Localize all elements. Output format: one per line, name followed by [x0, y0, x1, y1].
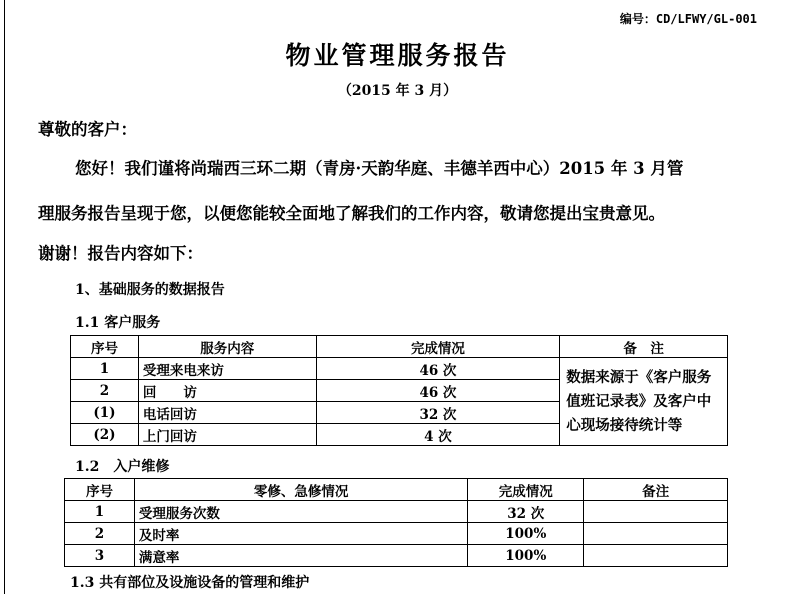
table-cell: 100% [468, 523, 584, 545]
repair-table [64, 478, 728, 567]
intro-line-1: 您好！我们谨将尚瑞西三环二期（青房·天韵华庭、丰德羊西中心）2015 年 3 月管 [75, 159, 684, 178]
table-cell: 1 [71, 358, 139, 380]
column-header: 备 注 [560, 336, 728, 358]
table-cell [584, 545, 728, 567]
table-cell: 受理服务次数 [134, 501, 467, 523]
document-number: 编号：CD/LFWY/GL-001 [619, 12, 757, 26]
column-header: 备注 [584, 479, 728, 501]
table-row [65, 545, 728, 567]
column-header: 序号 [71, 336, 139, 358]
table-cell: (2) [71, 424, 139, 446]
table-cell: 46 次 [316, 358, 560, 380]
column-header: 完成情况 [468, 479, 584, 501]
table-cell: 1 [65, 501, 135, 523]
table-cell: 32 次 [316, 402, 560, 424]
table-cell: 4 次 [316, 424, 560, 446]
table-cell: (1) [71, 402, 139, 424]
table-row [71, 358, 728, 380]
table-cell: 及时率 [134, 523, 467, 545]
table-cell: 2 [65, 523, 135, 545]
column-header: 零修、急修情况 [134, 479, 467, 501]
table-cell: 上门回访 [138, 424, 316, 446]
intro-line-2: 理服务报告呈现于您，以便您能较全面地了解我们的工作内容，敬请您提出宝贵意见。 [38, 204, 665, 223]
page-title: 物业管理服务报告 [285, 41, 510, 70]
section-1-1-title: 1.1 客户服务 [75, 315, 161, 331]
table-header-row [65, 479, 728, 501]
table-cell: 2 [71, 380, 139, 402]
table-cell: 100% [468, 545, 584, 567]
table-cell: 满意率 [134, 545, 467, 567]
table-cell: 46 次 [316, 380, 560, 402]
table-row [65, 523, 728, 545]
column-header: 序号 [65, 479, 135, 501]
table-cell [584, 523, 728, 545]
intro-closing: 谢谢！报告内容如下： [38, 244, 203, 263]
table-cell: 电话回访 [138, 402, 316, 424]
table-cell: 32 次 [468, 501, 584, 523]
section-1-2-title: 1.2 入户维修 [75, 459, 170, 475]
table-cell [584, 501, 728, 523]
report-date: （2015 年 3 月） [337, 83, 458, 99]
salutation: 尊敬的客户： [38, 120, 137, 139]
table-header-row [71, 336, 728, 358]
table-cell: 回 访 [138, 380, 316, 402]
table-cell: 3 [65, 545, 135, 567]
table-row [65, 501, 728, 523]
column-header: 完成情况 [316, 336, 560, 358]
column-header: 服务内容 [138, 336, 316, 358]
customer-service-table [70, 335, 728, 446]
section-1-title: 1、基础服务的数据报告 [75, 282, 225, 298]
section-1-3-title: 1.3 共有部位及设施设备的管理和维护 [70, 575, 310, 591]
remark-cell: 数据来源于《客户服务值班记录表》及客户中心现场接待统计等 [560, 358, 728, 446]
table-cell: 受理来电来访 [138, 358, 316, 380]
